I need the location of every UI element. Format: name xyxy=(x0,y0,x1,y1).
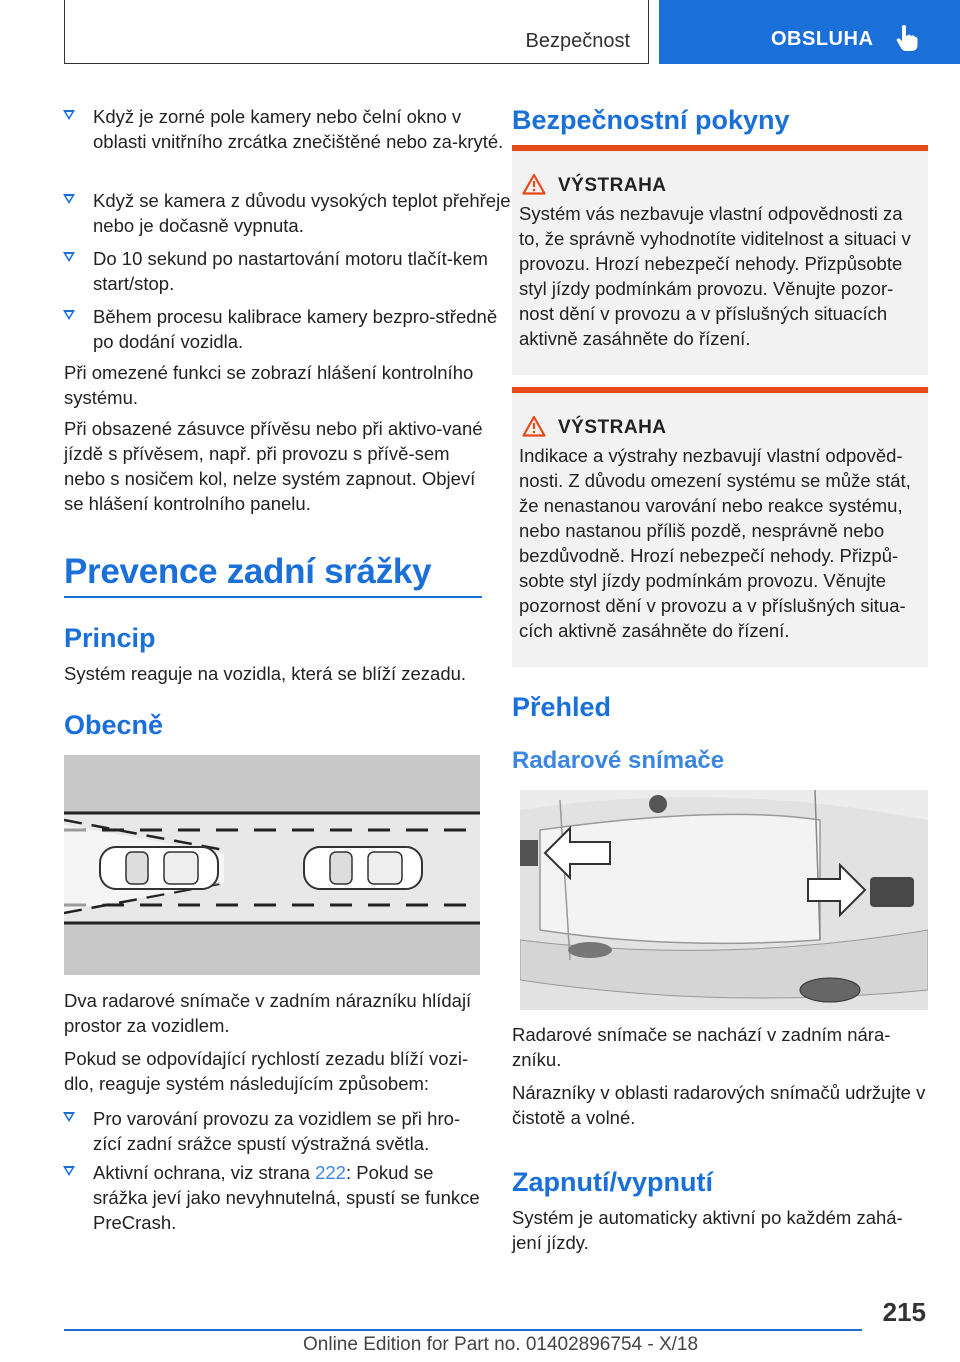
own-vehicle-icon xyxy=(100,847,218,889)
paragraph-radar-sensors: Dva radarové snímače v zadním nárazníku hlídají prostor za vozidlem. xyxy=(64,990,472,1036)
bullet-triangle-icon xyxy=(63,1112,75,1122)
approaching-vehicle-icon xyxy=(304,847,422,889)
warning-text: Indikace a výstrahy nezbavují vlastní odpověd-nosti. Z důvodu omezení systému se může stát, že nenastanou varování nebo reakce systému, nebo nastanou příliš pozdě, nesprávně nebo bezdůvodně. Hrozí nebezpečí nehody. Přizpů-sobte styl jízdy podmínkám provozu. Věnujte pozornost dění v provozu a v příslušných situa-cích aktivně zasáhněte do řízení. xyxy=(519,445,911,641)
bullet-triangle-icon xyxy=(63,310,75,320)
paragraph-reaction: Pokud se odpovídající rychlostí zezadu blíží vozi-dlo, reaguje systém následujícím způsobem: xyxy=(64,1048,469,1094)
list-item: Když je zorné pole kamery nebo čelní okno v oblasti vnitřního zrcátka znečištěné nebo za-kryté. xyxy=(93,104,513,154)
header-section-box xyxy=(64,0,649,64)
car-rear-photo xyxy=(520,790,928,1010)
paragraph-princip: Systém reaguje na vozidla, která se blíží zezadu. xyxy=(64,663,467,684)
paragraph-radar-clean: Nárazníky v oblasti radarových snímačů udržujte v čistotě a volné. xyxy=(512,1082,926,1128)
heading-zapnuti: Zapnutí/vypnutí xyxy=(512,1167,713,1197)
chapter-tab[interactable] xyxy=(659,0,960,64)
warning-bar xyxy=(512,145,928,151)
bullet-triangle-icon xyxy=(63,194,75,204)
bullet-triangle-icon xyxy=(63,110,75,120)
list-item: Do 10 sekund po nastartování motoru tlačít-kem start/stop. xyxy=(93,246,513,296)
bullet-triangle-icon xyxy=(63,1166,75,1176)
hand-pointer-icon xyxy=(896,24,918,57)
chapter-tab-label: OBSLUHA xyxy=(771,28,874,50)
paragraph-zapnuti: Systém je automaticky aktivní po každém zahá-jení jízdy. xyxy=(512,1207,903,1253)
footer-edition: Online Edition for Part no. 01402896754 - X/18 xyxy=(303,1334,699,1355)
page-link[interactable]: 222 xyxy=(315,1162,346,1183)
list-item: Během procesu kalibrace kamery bezpro-středně po dodání vozidla. xyxy=(93,304,513,354)
paragraph-trailer: Při obsazené zásuvce přívěsu nebo při aktivo-vané jízdě s přívěsem, např. při provozu s přívě-sem nebo s nosičem kol, nelze systém zapnout. Objeví se hlášení kontrolního panelu. xyxy=(64,418,483,514)
heading-obecne: Obecně xyxy=(64,710,164,740)
heading-princip: Princip xyxy=(64,623,156,653)
warning-box xyxy=(512,387,928,667)
heading-safety: Bezpečnostní pokyny xyxy=(512,105,790,135)
footer-rule xyxy=(64,1329,862,1331)
warning-triangle-icon xyxy=(522,415,546,442)
radar-sensor-left xyxy=(520,840,538,866)
paragraph-radar-location: Radarové snímače se nachází v zadním nára-zníku. xyxy=(512,1024,891,1070)
warning-title: VÝSTRAHA xyxy=(558,175,667,196)
page-number: 215 xyxy=(882,1297,926,1327)
warning-bar xyxy=(512,387,928,393)
warning-triangle-icon xyxy=(522,173,546,200)
list-item: Když se kamera z důvodu vysokých teplot přehřeje nebo je dočasně vypnuta. xyxy=(93,188,513,238)
warning-box xyxy=(512,145,928,375)
warning-text: Systém vás nezbavuje vlastní odpovědnosti za to, že správně vyhodnotíte viditelnost a situaci v provozu. Hrozí nebezpečí nehody. Přizpůsobte styl jízdy podmínkám provozu. Věnujte pozor-nost dění v provozu a v příslušných situacích aktivně zasáhněte do řízení. xyxy=(519,203,911,349)
list-item: Pro varování provozu za vozidlem se při hro-zící zadní srážce spustí výstražná světla. xyxy=(93,1106,485,1156)
list-item: Aktivní ochrana, viz strana 222: Pokud se srážka jeví jako nevyhnutelná, spustí se funkce PreCrash. xyxy=(93,1160,485,1235)
bullet-triangle-icon xyxy=(63,252,75,262)
section-title: Prevence zadní srážky xyxy=(64,552,432,591)
heading-prehled: Přehled xyxy=(512,692,612,722)
heading-radar-sensors: Radarové snímače xyxy=(512,747,725,774)
paragraph-limited-function: Při omezené funkci se zobrazí hlášení kontrolního systému. xyxy=(64,362,474,408)
radar-sensor-right xyxy=(870,877,914,907)
rear-collision-illustration xyxy=(64,755,480,975)
section-title-underline xyxy=(64,596,482,598)
header-section-title: Bezpečnost xyxy=(525,30,630,52)
warning-title: VÝSTRAHA xyxy=(558,417,667,438)
